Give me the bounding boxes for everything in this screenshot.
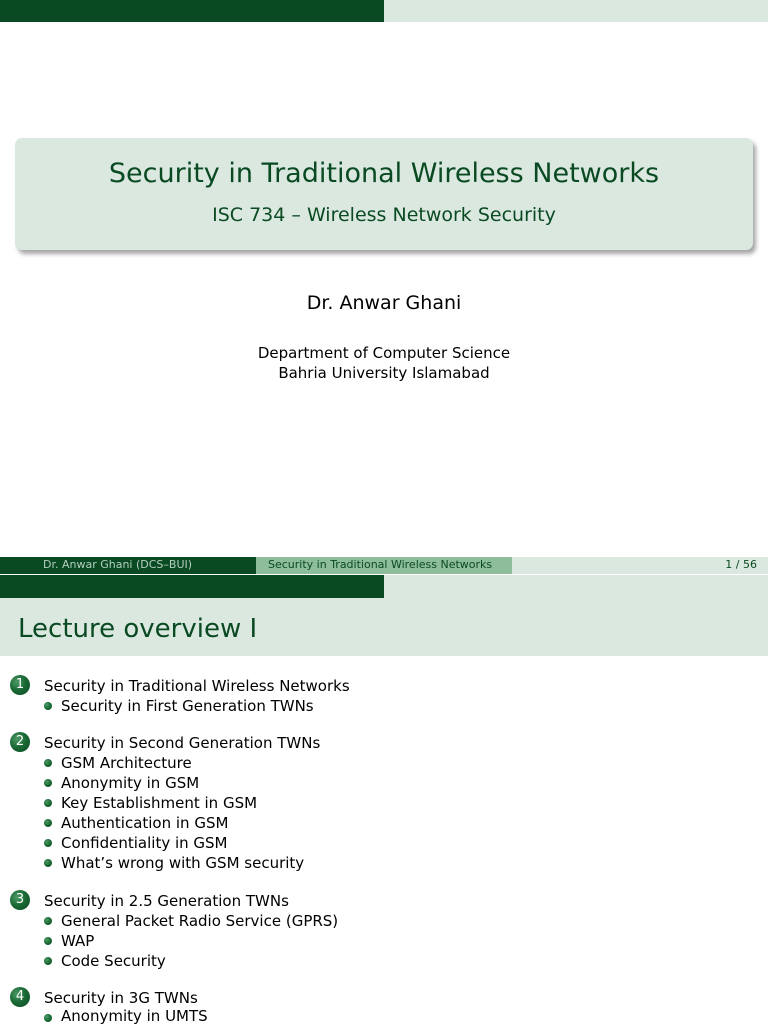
bullet-icon (44, 799, 52, 807)
header-bar-light (384, 0, 768, 22)
footer-page-section (512, 557, 768, 574)
bullet-icon (44, 759, 52, 767)
header-bar-dark (0, 575, 384, 598)
header-bar-slide2 (0, 575, 768, 598)
footer-title-section (256, 557, 512, 574)
bullet-icon (44, 917, 52, 925)
toc-subsection[interactable]: Key Establishment in GSM (61, 794, 258, 812)
bullet-icon (44, 819, 52, 827)
section-number-badge: 2 (10, 732, 30, 752)
toc-section[interactable]: Security in Traditional Wireless Networks (44, 677, 350, 695)
footer-bar (0, 557, 768, 574)
toc-subsection[interactable]: Anonymity in UMTS (61, 1007, 208, 1025)
bullet-icon (44, 957, 52, 965)
section-number-badge: 4 (10, 987, 30, 1007)
bullet-icon (44, 1014, 52, 1022)
bullet-icon (44, 859, 52, 867)
bullet-icon (44, 702, 52, 710)
header-bar-light (384, 575, 768, 598)
author-name: Dr. Anwar Ghani (306, 292, 462, 314)
frame-title-bar (0, 598, 768, 656)
header-bar-dark (0, 0, 384, 22)
toc-section[interactable]: Security in Second Generation TWNs (44, 734, 321, 752)
footer-title: Security in Traditional Wireless Networks (268, 558, 493, 571)
bullet-icon (44, 937, 52, 945)
toc-subsection[interactable]: Confidentiality in GSM (61, 834, 228, 852)
frame-title: Lecture overview I (18, 614, 258, 644)
presentation-subtitle: ISC 734 – Wireless Network Security (212, 204, 556, 226)
title-block (15, 138, 753, 250)
toc-subsection[interactable]: Security in First Generation TWNs (61, 697, 314, 715)
section-number-badge: 1 (10, 675, 30, 695)
toc-subsection[interactable]: GSM Architecture (61, 754, 192, 772)
toc-subsection[interactable]: What’s wrong with GSM security (61, 854, 305, 872)
toc-section[interactable]: Security in 2.5 Generation TWNs (44, 892, 289, 910)
bullet-icon (44, 839, 52, 847)
presentation-title: Security in Traditional Wireless Networks (108, 158, 660, 189)
toc-section[interactable]: Security in 3G TWNs (44, 989, 198, 1007)
footer-author-section (0, 557, 256, 574)
header-bar (0, 0, 768, 22)
toc-subsection[interactable]: Authentication in GSM (61, 814, 229, 832)
bullet-icon (44, 779, 52, 787)
section-number-badge: 3 (10, 890, 30, 910)
institute-university: Bahria University Islamabad (278, 364, 490, 382)
toc-subsection[interactable]: WAP (61, 932, 95, 950)
institute-department: Department of Computer Science (257, 344, 511, 362)
footer-page-number: 1 / 56 (725, 558, 757, 571)
toc-subsection[interactable]: Code Security (61, 952, 166, 970)
toc-subsection[interactable]: General Packet Radio Service (GPRS) (61, 912, 339, 930)
toc-subsection[interactable]: Anonymity in GSM (61, 774, 200, 792)
footer-author: Dr. Anwar Ghani (DCS–BUI) (43, 558, 193, 571)
